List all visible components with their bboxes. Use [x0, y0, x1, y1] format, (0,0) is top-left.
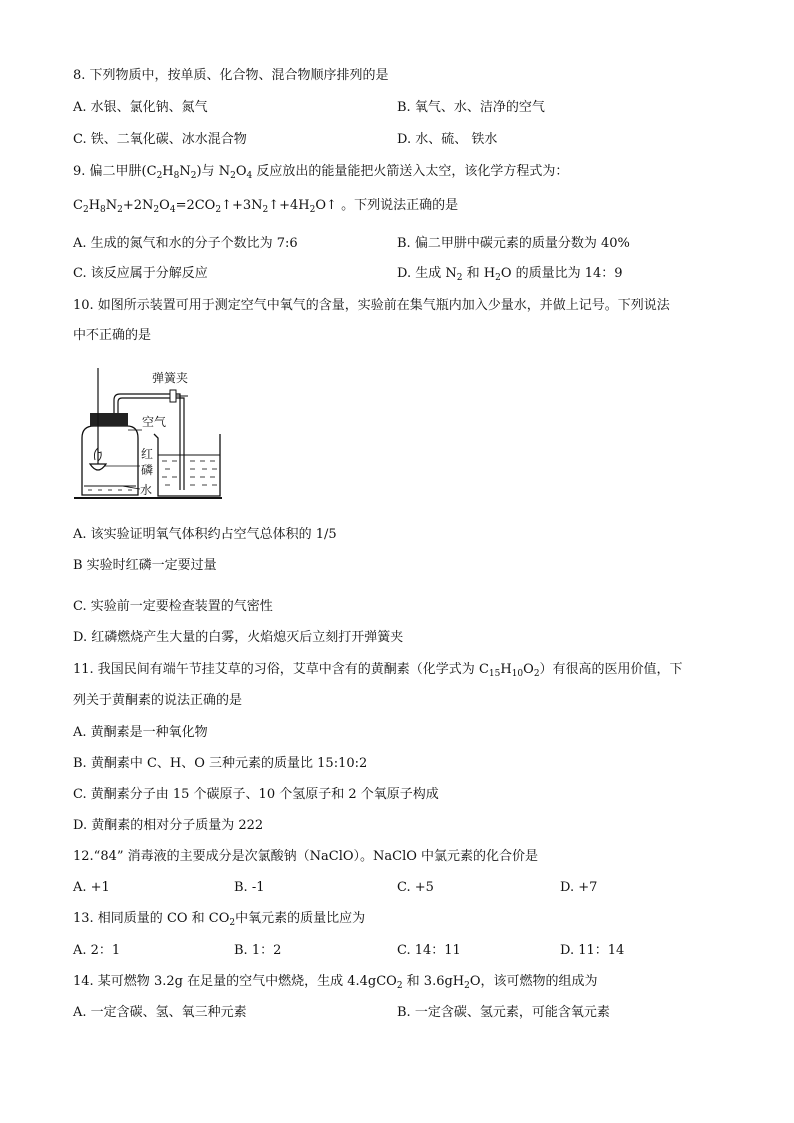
q10-stem-line2: 中不正确的是 [73, 328, 152, 343]
q9-option-a: A. 生成的氮气和水的分子个数比为 7:6 [73, 236, 298, 251]
q12-option-d: D. +7 [560, 880, 598, 895]
q11-option-b: B. 黄酮素中 C、H、O 三种元素的质量比 15:10:2 [73, 756, 368, 771]
q13-option-a: A. 2：1 [73, 943, 121, 958]
q13-option-b: B. 1：2 [234, 943, 282, 958]
q9-option-b: B. 偏二甲肼中碳元素的质量分数为 40% [397, 236, 630, 251]
q14-option-a: A. 一定含碳、氢、氧三种元素 [73, 1005, 247, 1020]
q13-stem: 13. 相同质量的 CO 和 $CO_2$中氧元素的质量比应为 [73, 911, 366, 928]
label-clamp: 弹簧夹 [152, 371, 189, 385]
q8-stem: 8. 下列物质中，按单质、化合物、混合物顺序排列的是 [73, 68, 389, 83]
q11-stem-line1: 11. 我国民间有端午节挂艾草的习俗，艾草中含有的黄酮素（化学式为 $C_{15}H_{10}O_2$）有很高的医用价值，下 [73, 662, 683, 679]
q14-stem: 14. 某可燃物 3.2g 在足量的空气中燃烧，生成 4.4gCO$_2$ 和 $3.6gH_2O$，该可燃物的组成为 [73, 974, 598, 991]
q10-stem-line1: 10. 如图所示装置可用于测定空气中氧气的含量，实验前在集气瓶内加入少量水，并做上记号。下列说法 [73, 298, 670, 313]
q10-option-c: C. 实验前一定要检查装置的气密性 [73, 599, 273, 614]
clamp [170, 390, 176, 402]
beaker [154, 434, 220, 496]
oxygen-experiment-diagram [70, 360, 240, 502]
q8-option-a: A. 水银、氯化钠、氮气 [73, 100, 208, 115]
q11-option-a: A. 黄酮素是一种氧化物 [73, 725, 208, 740]
q9-stem: 9. 偏二甲肼$(C_2H_8N_2)$与 $N_2O_4$ 反应放出的能量能把火箭送入太空，该化学方程式为： [73, 164, 569, 181]
beaker-water-dashes [162, 461, 217, 485]
gas-jar [82, 426, 138, 495]
q11-option-d: D. 黄酮素的相对分子质量为 222 [73, 818, 264, 833]
q8-option-c: C. 铁、二氧化碳、冰水混合物 [73, 132, 247, 147]
q12-stem: 12.“84” 消毒液的主要成分是次氯酸钠（NaClO）。NaClO 中氯元素的化合价是 [73, 849, 539, 864]
q9-equation: $C_2H_8N_2+2N_2O_4=2CO_2↑+3N_2↑+4H_2O↑$ 。下列说法正确的是 [73, 198, 459, 215]
q11-stem-line2: 列关于黄酮素的说法正确的是 [73, 693, 243, 708]
stopper [90, 413, 128, 426]
label-red-1: 红 [141, 447, 154, 461]
q12-option-c: C. +5 [397, 880, 434, 895]
q13-option-c: C. 14：11 [397, 943, 461, 958]
q10-option-a: A. 该实验证明氧气体积约占空气总体积的 1/5 [73, 527, 337, 542]
q8-option-d: D. 水、硫、 铁水 [397, 132, 498, 147]
q8-option-b: B. 氧气、水、洁净的空气 [397, 100, 545, 115]
q14-option-b: B. 一定含碳、氢元素，可能含氧元素 [397, 1005, 610, 1020]
q12-option-b: B. -1 [234, 880, 265, 895]
q9-option-c: C. 该反应属于分解反应 [73, 266, 208, 281]
q10-option-d: D. 红磷燃烧产生大量的白雾，火焰熄灭后立刻打开弹簧夹 [73, 630, 404, 645]
label-air: 空气 [142, 415, 167, 429]
label-red-2: 磷 [141, 463, 154, 477]
q11-option-c: C. 黄酮素分子由 15 个碳原子、10 个氢原子和 2 个氧原子构成 [73, 787, 439, 802]
q10-option-b: B 实验时红磷一定要过量 [73, 558, 217, 573]
label-water: 水 [140, 483, 153, 497]
q12-option-a: A. +1 [73, 880, 110, 895]
combustion-spoon [90, 464, 106, 470]
q9-option-d: D. 生成 $N_2$ 和 $H_2O$ 的质量比为 14：9 [397, 266, 623, 283]
q13-option-d: D. 11：14 [560, 943, 625, 958]
